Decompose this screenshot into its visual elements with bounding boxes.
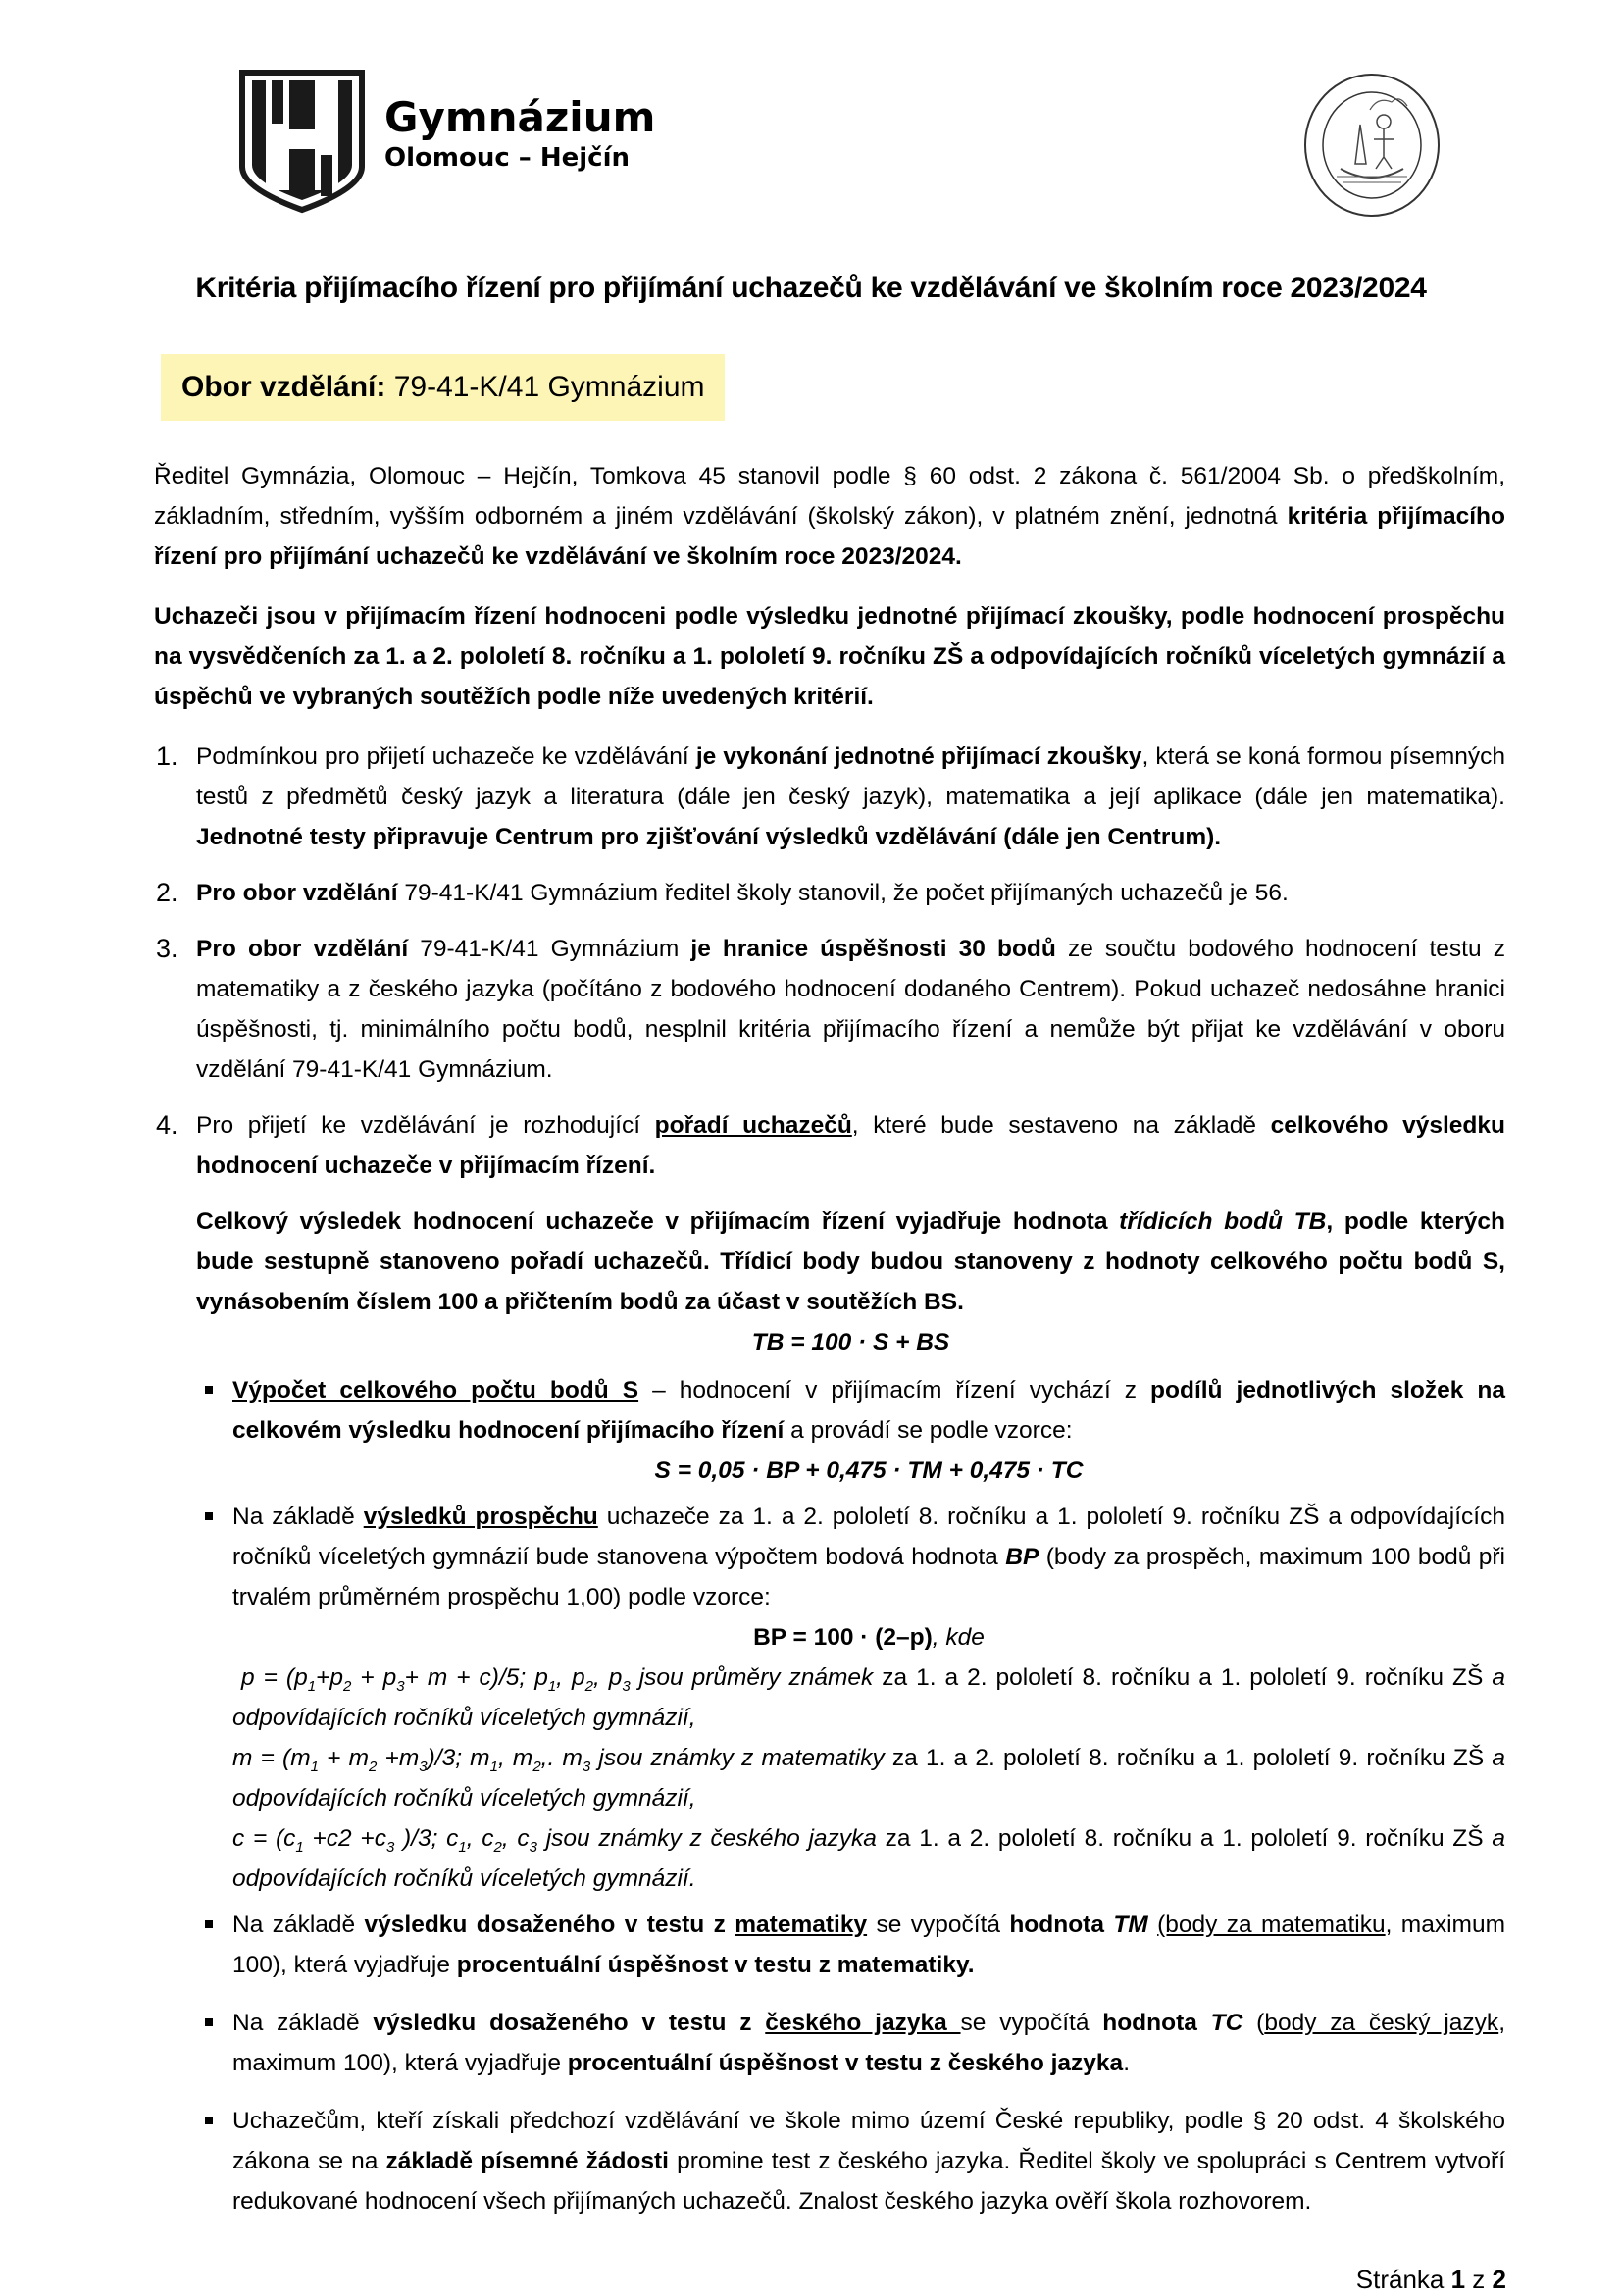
criterion-number: 2. xyxy=(156,878,178,907)
text-run: , p xyxy=(556,1664,585,1691)
tb-paragraph xyxy=(154,1201,1505,1362)
text-run: a odpovídajících ročníků víceletých gymnázií, xyxy=(232,1664,1505,1731)
text-run: TC xyxy=(1210,2010,1243,2036)
bullet-square-icon xyxy=(205,2117,213,2124)
intro-bold-text: kritéria přijímacího řízení pro přijímání uchazečů ke vzdělávání ve školním roce 2023/2024. xyxy=(154,503,1505,570)
village-seal-icon xyxy=(1301,71,1444,220)
text-run: jsou známky z matematiky xyxy=(590,1745,885,1771)
text-run: 3 xyxy=(529,1838,537,1856)
text-run: , m xyxy=(497,1745,533,1771)
text-run: a odpovídajících ročníků víceletých gymnázií. xyxy=(232,1825,1505,1892)
text-run: pořadí uchazečů xyxy=(654,1112,852,1139)
text-run: se vypočítá xyxy=(867,1912,1010,1938)
text-run: p = (p xyxy=(241,1664,308,1691)
criterion-text xyxy=(196,929,1505,1090)
text-run: +p xyxy=(316,1664,343,1691)
text-run: , p xyxy=(592,1664,623,1691)
total-pages: 2 xyxy=(1492,2265,1506,2294)
text-run: hodnota xyxy=(1102,2010,1211,2036)
text-run: Třídicí body budou stanoveny z hodnoty celkového počtu bodů S, vynásobením číslem 100 a přičtením bodů za účast v soutěžích BS. xyxy=(196,1249,1505,1315)
text-run: Na základě xyxy=(232,1912,365,1938)
field-of-study-box xyxy=(161,354,725,421)
text-run: výsledku dosaženého v testu z xyxy=(373,2010,766,2036)
text-run: 1 xyxy=(310,1758,319,1775)
text-run: (body za matematiku xyxy=(1157,1912,1386,1938)
intro-paragraph xyxy=(154,456,1505,577)
text-run: uchazeče za 1. a 2. pololetí 8. ročníku a 1. pololetí 9. ročníku ZŠ a odpovídajících ročníků víceletých gymnázií bude stanovena výpočtem bodová hodnota xyxy=(232,1504,1505,1570)
text-run: za 1. a 2. pololetí 8. ročníku a 1. pololetí 9. ročníku ZŠ xyxy=(876,1825,1493,1852)
text-run: Pro přijetí ke vzdělávání je rozhodující xyxy=(196,1112,655,1139)
text-run: – hodnocení v přijímacím řízení vychází z xyxy=(638,1377,1151,1403)
text-run: body za český jazyk xyxy=(1264,2010,1499,2036)
bullet-czech xyxy=(154,2003,1505,2083)
text-run: ze součtu bodového hodnocení testu z matematiky a z českého jazyka (počítáno z bodového hodnocení dodaného Centrem). Pokud uchazeč nedosáhne hranici úspěšnosti, tj. minimálního počtu bodů, nesplnil kritéria přijímacího řízení a nemůže být přijat ke vzdělávání v oboru vzdělání 79-41-K/41 Gymnázium. xyxy=(196,936,1505,1083)
text-run: 3 xyxy=(622,1677,631,1695)
text-run: 1 xyxy=(295,1838,304,1856)
text-run: je vykonání jednotné přijímací zkoušky xyxy=(695,743,1142,770)
text-run: . xyxy=(1123,2050,1130,2076)
text-run: Na základě xyxy=(232,2010,374,2036)
text-run: jsou známky z českého jazyka xyxy=(537,1825,877,1852)
text-run: je hranice úspěšnosti 30 bodů xyxy=(690,936,1056,962)
text-run: Jednotné testy připravuje Centrum pro zjišťování výsledků vzdělávání (dále jen Centrum). xyxy=(196,824,1222,850)
bp-formula xyxy=(232,1617,1505,1658)
text-run: , kde xyxy=(932,1624,985,1651)
text-run: celkového výsledku hodnocení uchazeče v přijímacím řízení. xyxy=(196,1112,1505,1179)
text-run: 3 xyxy=(582,1758,591,1775)
text-run: českého jazyka xyxy=(765,2010,961,2036)
m-definition xyxy=(232,1738,1505,1818)
criterion-4 xyxy=(154,1105,1505,1186)
bullet-total-points xyxy=(154,1370,1505,1491)
text-run: za 1. a 2. pololetí 8. ročníku a 1. pololetí 9. ročníku ZŠ xyxy=(884,1745,1493,1771)
text-run: procentuální úspěšnost v testu z českého jazyka xyxy=(567,2050,1124,2076)
bullet-math xyxy=(154,1905,1505,1985)
summary-paragraph xyxy=(154,596,1505,717)
text-run: , podle kterých bude sestupně stanoveno pořadí uchazečů. xyxy=(196,1208,1506,1275)
text-run: 3 xyxy=(419,1758,428,1775)
text-run: procentuální úspěšnost v testu z matematiky. xyxy=(456,1952,975,1978)
criterion-text xyxy=(196,873,1505,913)
text-run: , maximum 100), která vyjadřuje xyxy=(232,2010,1505,2076)
text-run: za 1. a 2. pololetí 8. ročníku a 1. pololetí 9. ročníku ZŠ xyxy=(873,1664,1493,1691)
criterion-text xyxy=(196,737,1505,857)
text-run: 2 xyxy=(369,1758,378,1775)
text-run: výsledku dosaženého v testu z xyxy=(364,1912,735,1938)
text-run: , c xyxy=(501,1825,530,1852)
spacer xyxy=(154,2089,1505,2101)
text-run: třídicích bodů TB xyxy=(1119,1208,1327,1235)
text-run: základě písemné žádosti xyxy=(385,2148,669,2174)
criterion-2 xyxy=(154,873,1505,913)
tb-text xyxy=(196,1201,1505,1322)
text-run: 3 xyxy=(396,1677,405,1695)
text-run: podílů jednotlivých složek na celkovém výsledku hodnocení přijímacího řízení xyxy=(232,1377,1505,1444)
text-run: 1 xyxy=(489,1758,498,1775)
text-run xyxy=(1148,1912,1157,1938)
bullet-text xyxy=(232,1905,1505,1985)
text-run: Pro obor vzdělání xyxy=(196,880,398,906)
text-run: 2 xyxy=(584,1677,593,1695)
text-run: 1 xyxy=(547,1677,557,1695)
criterion-number: 1. xyxy=(156,741,178,771)
document-body xyxy=(154,456,1505,2227)
bullet-square-icon xyxy=(205,2018,213,2026)
criterion-text xyxy=(196,1105,1505,1186)
text-run: matematiky xyxy=(735,1912,868,1938)
intro-text: Ředitel Gymnázia, Olomouc – Hejčín, Tomkova 45 stanovil podle § 60 odst. 2 zákona č. 561/2004 Sb. o předškolním, základním, středním, vyšším odborném a jiném vzdělávání (školský zákon), v platném znění, jednotná xyxy=(154,463,1505,530)
text-run: c = (c xyxy=(232,1825,296,1852)
text-run: 1 xyxy=(458,1838,467,1856)
text-run: 79-41-K/41 Gymnázium ředitel školy stanovil, že počet přijímaných uchazečů je 56. xyxy=(397,880,1289,906)
text-run: BP = 100 · (2–p) xyxy=(753,1624,933,1651)
school-name: Gymnázium xyxy=(384,93,656,141)
page-number xyxy=(1356,2263,1506,2296)
school-location: Olomouc – Hejčín xyxy=(384,143,630,173)
summary-text: Uchazeči jsou v přijímacím řízení hodnoceni podle výsledku jednotné přijímací zkoušky, podle hodnocení prospěchu na vysvědčeních za 1. a 2. pololetí 8. ročníku a 1. pololetí 9. ročníku ZŠ a odpovídajících ročníků víceletých gymnázií a úspěchů ve vybraných soutěžích podle níže uvedených kritérií. xyxy=(154,603,1505,710)
current-page: 1 xyxy=(1450,2265,1466,2294)
text-run: )/3; c xyxy=(394,1825,459,1852)
bullet-square-icon xyxy=(205,1512,213,1520)
text-run: Výpočet celkového počtu bodů S xyxy=(232,1377,639,1403)
text-run: 2 xyxy=(342,1677,352,1695)
text-run: 2 xyxy=(532,1758,541,1775)
c-definition xyxy=(232,1818,1505,1899)
criterion-3 xyxy=(154,929,1505,1090)
text-run: Celkový výsledek hodnocení uchazeče v přijímacím řízení vyjadřuje hodnota xyxy=(196,1208,1120,1235)
text-run: )/3; m xyxy=(427,1745,490,1771)
bullet-square-icon xyxy=(205,1920,213,1928)
text-run: m = (m xyxy=(232,1745,311,1771)
text-run: a provádí se podle vzorce: xyxy=(784,1417,1073,1444)
text-run: Podmínkou pro přijetí uchazeče ke vzdělávání xyxy=(196,743,696,770)
text-run: + m + c)/5; p xyxy=(404,1664,548,1691)
bullet-grades xyxy=(154,1497,1505,1899)
text-run: Uchazečům, kteří získali předchozí vzdělávání ve škole mimo území České republiky, podle § 20 odst. 4 školského zákona se na xyxy=(232,2108,1505,2174)
text-run: +c2 +c xyxy=(303,1825,386,1852)
text-run: ( xyxy=(1242,2010,1265,2036)
page-separator: z xyxy=(1465,2265,1493,2294)
s-formula: S = 0,05 · BP + 0,475 · TM + 0,475 · TC xyxy=(654,1457,1084,1484)
school-logo-text xyxy=(384,94,655,175)
field-of-study-value: 79-41-K/41 Gymnázium xyxy=(393,371,705,403)
text-run: jsou průměry známek xyxy=(630,1664,874,1691)
text-run: 3 xyxy=(385,1838,395,1856)
text-run: 79-41-K/41 Gymnázium xyxy=(408,936,691,962)
text-run: 1 xyxy=(307,1677,317,1695)
text-run: Na základě xyxy=(232,1504,364,1530)
bullet-text xyxy=(232,1497,1505,1617)
text-run: , maximum 100), která vyjadřuje xyxy=(232,1912,1505,1978)
text-run: , c xyxy=(466,1825,494,1852)
bullet-square-icon xyxy=(205,1386,213,1394)
text-run: Pro obor vzdělání xyxy=(196,936,409,962)
bullet-text xyxy=(232,2101,1505,2221)
p-definition xyxy=(232,1658,1505,1738)
text-run: a odpovídajících ročníků víceletých gymnázií, xyxy=(232,1745,1505,1811)
criterion-number: 4. xyxy=(156,1110,178,1140)
field-of-study-label: Obor vzdělání: xyxy=(181,371,386,403)
text-run: BP xyxy=(1005,1544,1039,1570)
bullet-text xyxy=(232,2003,1505,2083)
text-run: se vypočítá xyxy=(960,2010,1103,2036)
text-run: (body za prospěch, maximum 100 bodů při trvalém průměrném prospěchu 1,00) podle vzorce: xyxy=(232,1544,1505,1610)
text-run: , které bude sestaveno na základě xyxy=(851,1112,1271,1139)
school-logo-icon xyxy=(238,69,366,214)
text-run: , která se koná formou písemných testů z předmětů český jazyk a literatura (dále jen český jazyk), matematika a její aplikace (dále jen matematika). xyxy=(196,743,1505,810)
text-run: +m xyxy=(377,1745,420,1771)
spacer xyxy=(154,1991,1505,2003)
text-run: 2 xyxy=(493,1838,502,1856)
tb-formula: TB = 100 · S + BS xyxy=(751,1329,950,1355)
text-run: TM xyxy=(1113,1912,1148,1938)
text-run: + p xyxy=(351,1664,397,1691)
text-run: výsledků prospěchu xyxy=(363,1504,598,1530)
field-of-study xyxy=(181,367,705,408)
text-run: + m xyxy=(318,1745,370,1771)
text-run: ,. m xyxy=(540,1745,583,1771)
bullet-foreign-applicants xyxy=(154,2101,1505,2221)
text-run: promine test z českého jazyka. Ředitel školy ve spolupráci s Centrem vytvoří redukované hodnocení všech přijímaných uchazečů. Znalost českého jazyka ověří škola rozhovorem. xyxy=(232,2148,1505,2215)
criterion-number: 3. xyxy=(156,934,178,963)
page-label: Stránka xyxy=(1355,2265,1451,2294)
bullet-text xyxy=(232,1370,1505,1451)
text-run: hodnota xyxy=(1009,1912,1114,1938)
document-title: Kritéria přijímacího řízení pro přijímání uchazečů ke vzdělávání ve školním roce 2023/2024 xyxy=(195,272,1427,304)
criterion-1 xyxy=(154,737,1505,857)
